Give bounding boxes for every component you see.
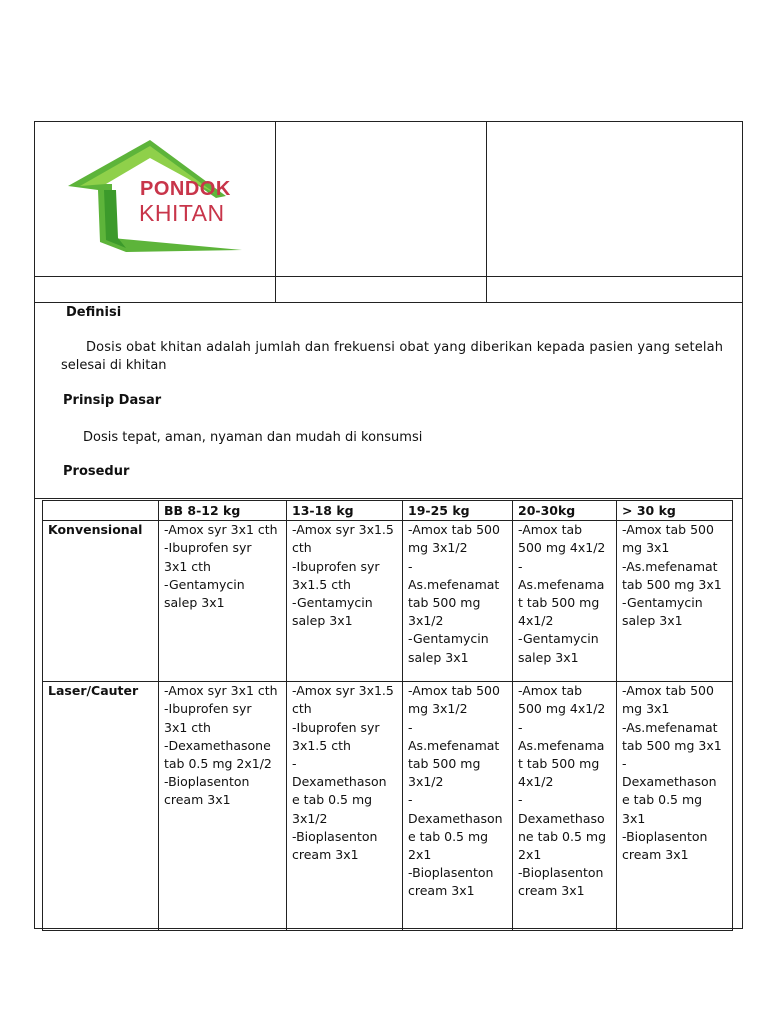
row-label: Laser/Cauter [43,682,159,931]
dose-line: 3x1/2 [292,810,328,826]
dose-line: 3x1.5 cth [292,576,351,592]
dose-line: -Ibuprofen syr [164,701,252,717]
dose-cell [513,521,617,682]
table-row [43,682,733,931]
dose-line: -Gentamycin [622,595,703,611]
dose-line: 2x1 [518,847,542,863]
dose-line: -Gentamycin [518,631,599,647]
table-header-cell: 13-18 kg [287,501,403,521]
dose-line: As.mefenama [518,576,605,592]
dose-line: tab 500 mg 3x1 [622,576,722,592]
dose-line: mg 3x1 [622,540,670,556]
dose-line: salep 3x1 [408,649,469,665]
table-header-cell: > 30 kg [617,501,733,521]
dose-line: salep 3x1 [292,613,353,629]
definisi-text-line2: selesai di khitan [61,358,167,373]
dose-line: -Amox tab [518,522,583,538]
dose-line: 3x1 cth [164,719,211,735]
dose-line: salep 3x1 [164,595,225,611]
dose-line: -Amox syr 3x1.5 [292,522,394,538]
dose-line: -Amox tab 500 [408,683,500,699]
dose-cell [403,521,513,682]
table-header-cell: 19-25 kg [403,501,513,521]
prosedur-divider [34,498,743,499]
dose-cell [617,521,733,682]
dose-line: e tab 0.5 mg [408,828,489,844]
dose-cell [617,682,733,931]
prinsip-title: Prinsip Dasar [63,393,162,408]
dose-line: 4x1/2 [518,613,554,629]
dose-line: -Gentamycin [292,595,373,611]
dose-line: As.mefenama [518,737,605,753]
dosage-table [42,500,733,931]
dose-line: e tab 0.5 mg [622,792,703,808]
dose-line: - [518,719,523,735]
dose-line: cream 3x1 [164,792,231,808]
dose-line: 3x1.5 cth [292,737,351,753]
dose-line: -Amox tab 500 [408,522,500,538]
dose-line: tab 500 mg [408,756,481,772]
dose-cell [513,682,617,931]
dose-line: cth [292,701,312,717]
dose-line: -Bioplasenton [292,828,378,844]
dose-line: Dexamethason [622,774,717,790]
dose-line: 3x1 [622,810,646,826]
dose-cell [287,682,403,931]
header-divider [34,276,743,277]
dose-line: -Amox syr 3x1.5 [292,683,394,699]
dose-line: 500 mg 4x1/2 [518,540,606,556]
logo-text-khitan: KHITAN [139,200,225,226]
dose-line: 3x1/2 [408,774,444,790]
definisi-text-line1: Dosis obat khitan adalah jumlah dan frekuensi obat yang diberikan kepada pasien yang setelah [86,340,724,355]
dose-line: -Amox syr 3x1 cth [164,683,278,699]
dose-cell [287,521,403,682]
prinsip-text: Dosis tepat, aman, nyaman dan mudah di konsumsi [83,430,423,445]
dose-line: cream 3x1 [408,883,475,899]
dose-line: -Ibuprofen syr [164,540,252,556]
dose-line: t tab 500 mg [518,595,600,611]
dose-line: cream 3x1 [622,847,689,863]
dose-line: -Amox tab 500 [622,683,714,699]
dose-line: 3x1 cth [164,558,211,574]
dose-line: - [518,792,523,808]
dose-line: salep 3x1 [622,613,683,629]
dose-line: cream 3x1 [518,883,585,899]
header-bottom-divider [34,302,743,303]
dose-line: - [408,792,413,808]
dose-line: -Dexamethasone [164,737,271,753]
dose-line: tab 0.5 mg 2x1/2 [164,756,272,772]
table-header-cell: BB 8-12 kg [159,501,287,521]
logo-text-pondok: PONDOK [140,178,231,200]
dose-line: -Ibuprofen syr [292,719,380,735]
dose-line: - [622,756,627,772]
dose-line: ne tab 0.5 mg [518,828,607,844]
dose-cell [159,682,287,931]
dose-line: -Bioplasenton [408,865,494,881]
dose-line: As.mefenamat [408,737,500,753]
dose-line: 2x1 [408,847,432,863]
dose-line: -Amox tab 500 [622,522,714,538]
table-row [43,521,733,682]
dose-line: -Gentamycin [164,576,245,592]
dose-line: -Amox syr 3x1 cth [164,522,278,538]
dose-line: -Gentamycin [408,631,489,647]
dose-cell [159,521,287,682]
header-column-divider [275,121,276,302]
dose-line: 4x1/2 [518,774,554,790]
dose-line: -Bioplasenton [164,774,250,790]
dose-line: -Ibuprofen syr [292,558,380,574]
header-column-divider [486,121,487,302]
dose-line: - [408,719,413,735]
dose-line: e tab 0.5 mg [292,792,373,808]
dose-line: - [518,558,523,574]
definisi-title: Definisi [66,305,122,320]
dose-line: Dexamethason [292,774,387,790]
dose-line: -As.mefenamat [622,719,718,735]
dose-line: -As.mefenamat [622,558,718,574]
dose-line: -Amox tab [518,683,583,699]
dose-line: 3x1/2 [408,613,444,629]
dose-line: cth [292,540,312,556]
dose-line: tab 500 mg 3x1 [622,737,722,753]
table-header-row [43,501,733,521]
dose-line: Dexamethaso [518,810,605,826]
dose-cell [403,682,513,931]
dose-line: Dexamethason [408,810,503,826]
table-header-cell: 20-30kg [513,501,617,521]
prosedur-title: Prosedur [63,464,130,479]
dose-line: - [292,756,297,772]
dose-line: salep 3x1 [518,649,579,665]
table-header-cell [43,501,159,521]
dose-line: -Bioplasenton [518,865,604,881]
dose-line: -Bioplasenton [622,828,708,844]
dose-line: - [408,558,413,574]
dose-line: tab 500 mg [408,595,481,611]
dose-line: mg 3x1/2 [408,701,468,717]
dose-line: cream 3x1 [292,847,359,863]
dose-line: mg 3x1/2 [408,540,468,556]
dose-line: mg 3x1 [622,701,670,717]
dose-line: t tab 500 mg [518,756,600,772]
dose-line: As.mefenamat [408,576,500,592]
dose-line: 500 mg 4x1/2 [518,701,606,717]
row-label: Konvensional [43,521,159,682]
